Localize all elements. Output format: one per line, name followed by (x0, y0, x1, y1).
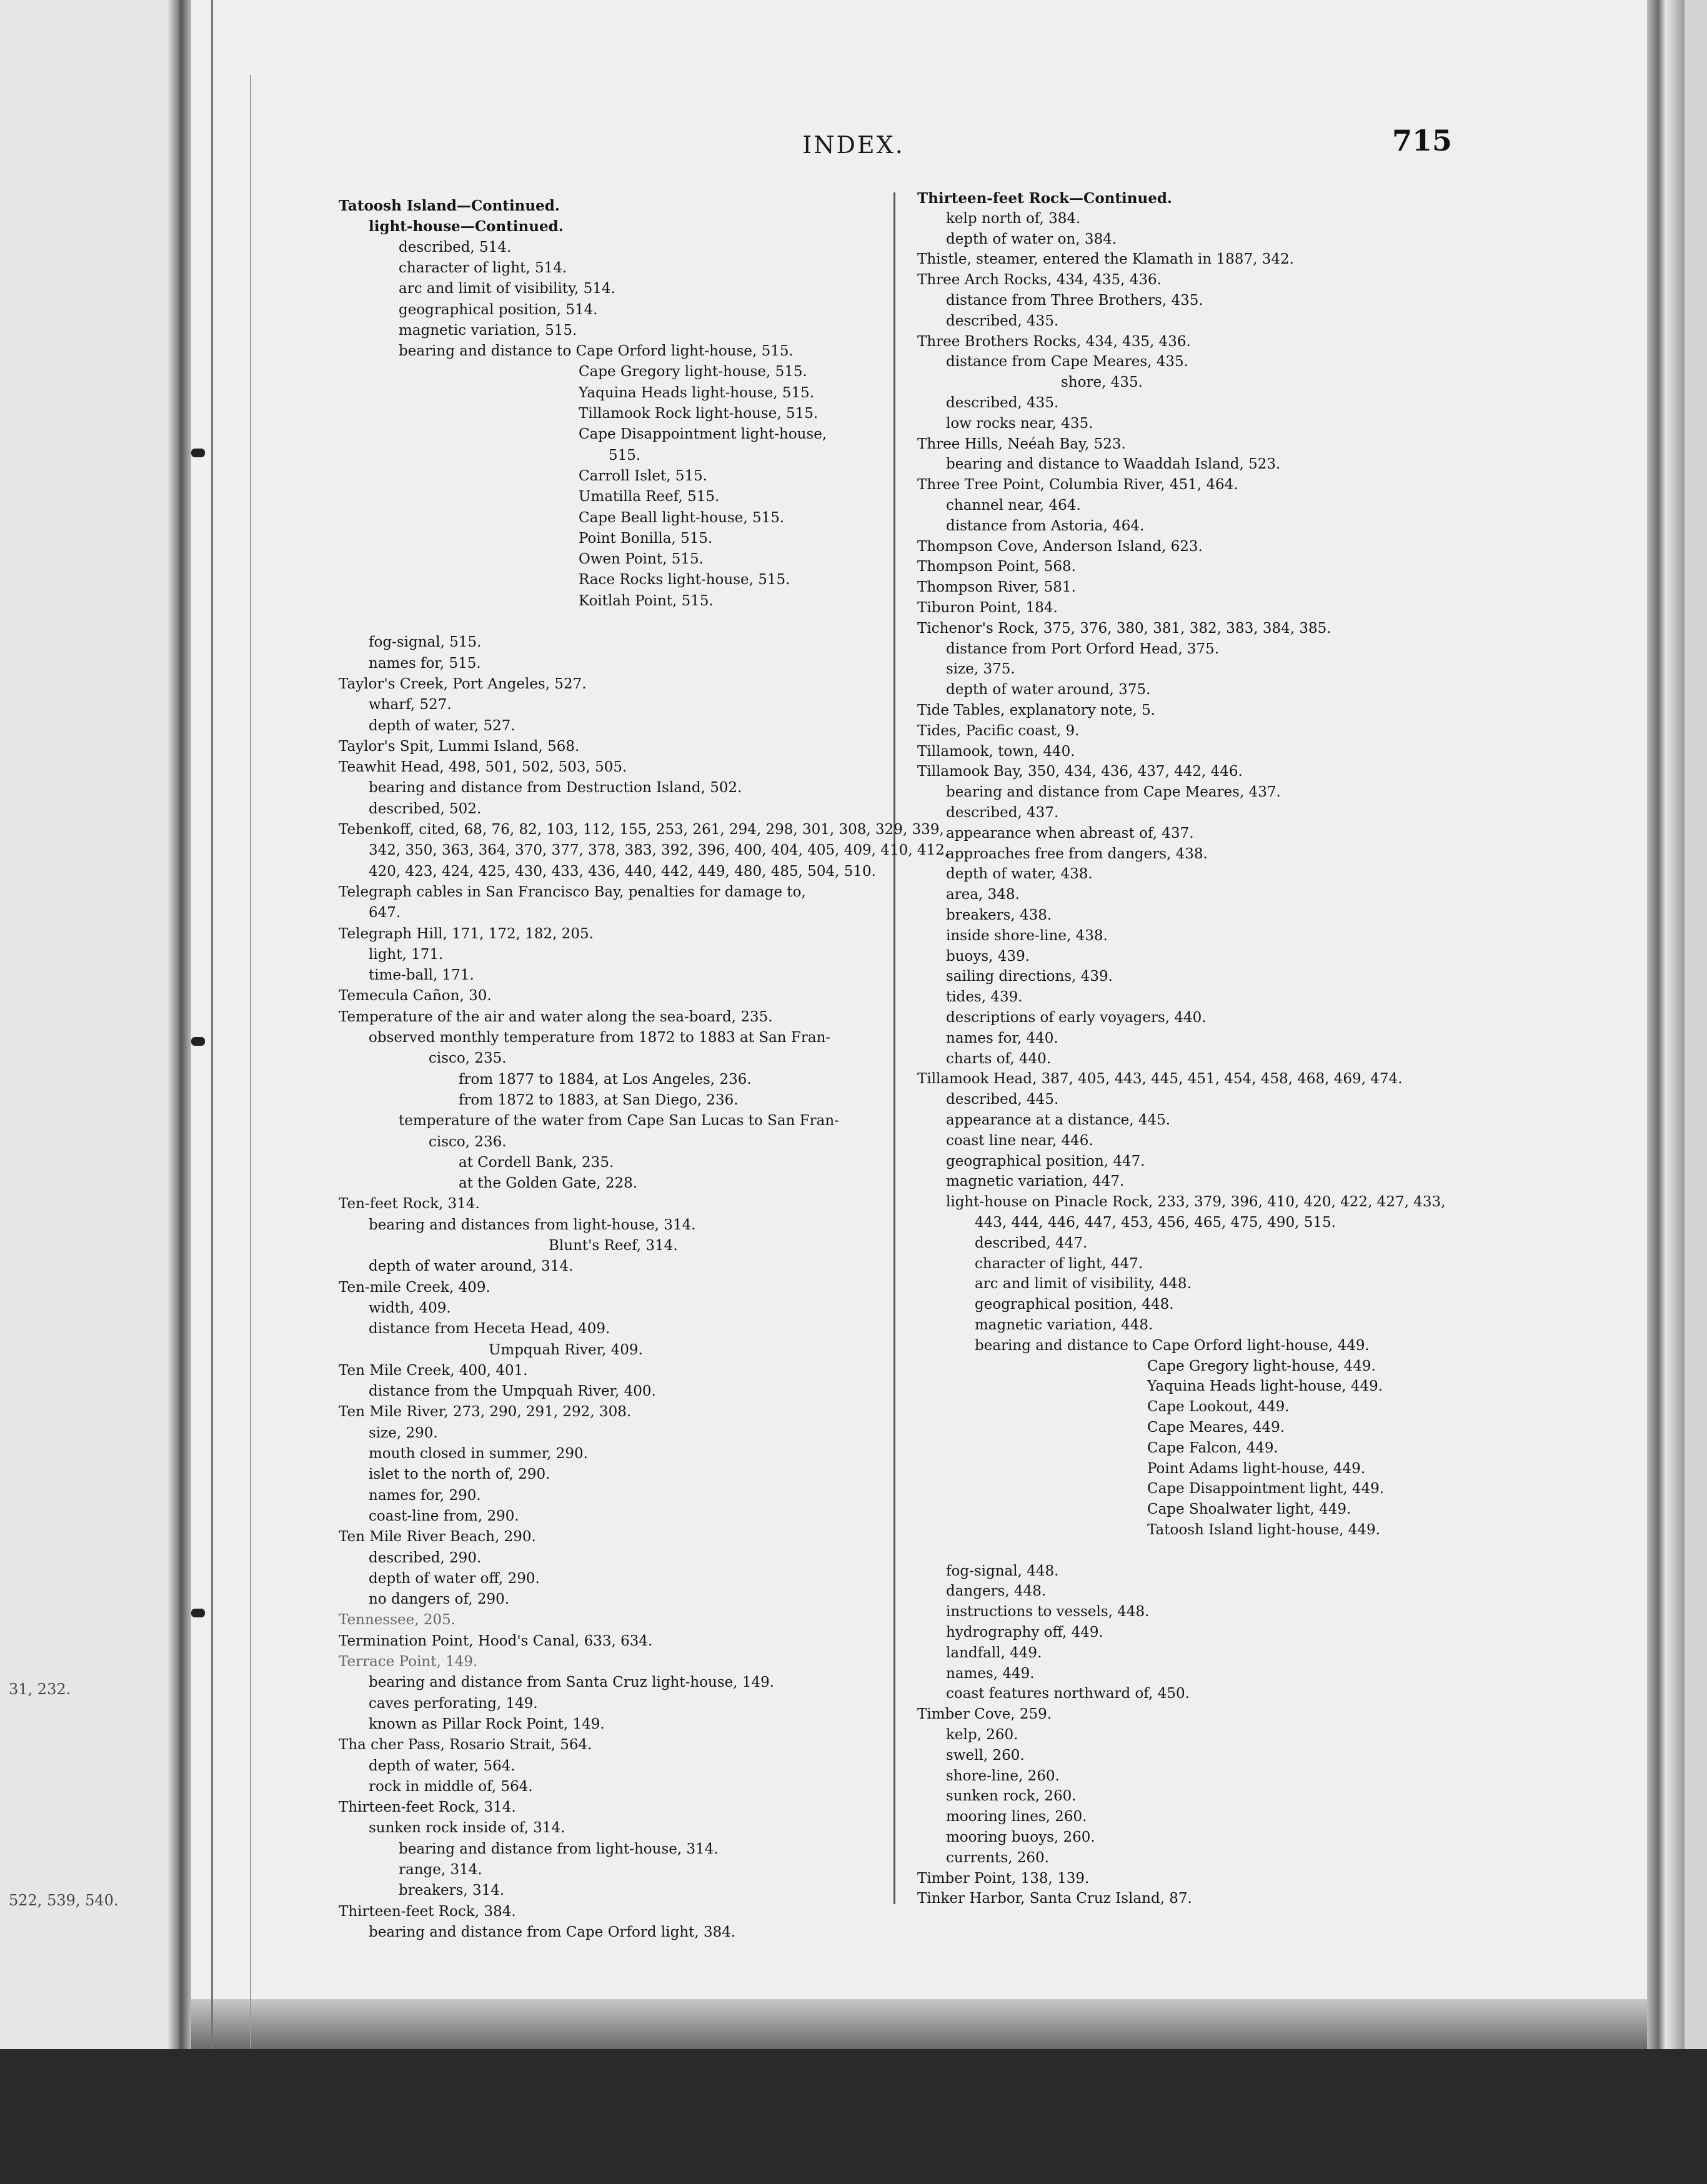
index-subentry: width, 409. (369, 1299, 451, 1316)
index-subentry: appearance at a distance, 445. (946, 1112, 1171, 1128)
index-subentry: distance from Three Brothers, 435. (946, 292, 1203, 309)
index-subentry: dangers, 448. (946, 1583, 1047, 1600)
index-subentry: light-house on Pinacle Rock, 233, 379, 396, 410, 420, 422, 427, 433, (946, 1194, 1446, 1211)
index-subentry: Yaquina Heads light-house, 515. (579, 384, 815, 401)
index-subentry: instructions to vessels, 448. (946, 1604, 1150, 1621)
index-subentry: 443, 444, 446, 447, 453, 456, 465, 475, 490, 515. (975, 1214, 1336, 1231)
index-subentry: size, 375. (946, 661, 1015, 678)
index-subentry: distance from the Umpquah River, 400. (369, 1383, 656, 1400)
index-subentry: cisco, 235. (429, 1050, 507, 1067)
index-subentry: depth of water, 564. (369, 1757, 515, 1774)
index-subentry: no dangers of, 290. (369, 1591, 510, 1608)
index-entry: Taylor's Spit, Lummi Island, 568. (339, 738, 580, 755)
index-subentry: Yaquina Heads light-house, 449. (1147, 1378, 1383, 1395)
index-subentry: mooring lines, 260. (946, 1809, 1087, 1825)
index-subentry: area, 348. (946, 886, 1020, 903)
index-entry: Three Brothers Rocks, 434, 435, 436. (917, 333, 1191, 350)
index-entry: Thirteen-feet Rock—Continued. (917, 190, 1172, 207)
index-subentry: wharf, 527. (369, 697, 452, 713)
index-subentry: bearing and distances from light-house, 314. (369, 1216, 696, 1233)
index-subentry: Carroll Islet, 515. (579, 467, 708, 484)
index-subentry: distance from Heceta Head, 409. (369, 1321, 610, 1338)
index-subentry: bearing and distance to Waaddah Island, 523. (946, 456, 1281, 473)
index-entry: Tiburon Point, 184. (917, 600, 1058, 616)
index-subentry: depth of water around, 375. (946, 682, 1151, 698)
index-subentry: magnetic variation, 515. (399, 322, 577, 339)
index-entry: Tha cher Pass, Rosario Strait, 564. (339, 1737, 592, 1754)
index-subentry: swell, 260. (946, 1747, 1025, 1764)
binding-shadow-line (250, 75, 251, 2049)
index-entry: Tide Tables, explanatory note, 5. (917, 702, 1156, 718)
index-subentry: channel near, 464. (946, 497, 1081, 514)
index-subentry: described, 290. (369, 1549, 482, 1566)
index-subentry: arc and limit of visibility, 514. (399, 280, 615, 297)
page-right-edge (1647, 0, 1685, 2184)
index-subentry: 420, 423, 424, 425, 430, 433, 436, 440, 442, 449, 480, 485, 504, 510. (369, 863, 876, 880)
index-subentry: from 1872 to 1883, at San Diego, 236. (459, 1091, 739, 1108)
index-subentry: geographical position, 447. (946, 1153, 1145, 1169)
previous-page-fragment: 31, 232. (9, 1680, 71, 1698)
index-subentry: mouth closed in summer, 290. (369, 1446, 588, 1462)
previous-page-fragment: 522, 539, 540. (9, 1892, 119, 1909)
index-entry: Thompson Point, 568. (917, 558, 1076, 575)
index-subentry: magnetic variation, 447. (946, 1173, 1125, 1190)
index-entry: Tides, Pacific coast, 9. (917, 722, 1080, 739)
index-subentry: breakers, 314. (399, 1882, 505, 1899)
index-subentry: kelp north of, 384. (946, 210, 1081, 227)
index-entry: Tillamook Bay, 350, 434, 436, 437, 442, 446. (917, 763, 1243, 780)
index-entry: Tebenkoff, cited, 68, 76, 82, 103, 112, 155, 253, 261, 294, 298, 301, 308, 329, 339, (339, 821, 944, 838)
index-entry: Three Hills, Neéah Bay, 523. (917, 435, 1126, 452)
index-subentry: described, 514. (399, 239, 512, 256)
index-subentry: Umatilla Reef, 515. (579, 489, 720, 505)
index-entry: Thistle, steamer, entered the Klamath in 1887, 342. (917, 251, 1294, 268)
binding-clip (191, 449, 205, 457)
index-subentry: appearance when abreast of, 437. (946, 825, 1194, 841)
index-subentry: Tatoosh Island light-house, 449. (1147, 1522, 1380, 1538)
index-subentry: time-ball, 171. (369, 967, 474, 984)
index-subentry: bearing and distance from light-house, 314. (399, 1840, 719, 1857)
index-subentry: buoys, 439. (946, 948, 1030, 965)
index-subentry: sunken rock, 260. (946, 1788, 1077, 1805)
index-subentry: sailing directions, 439. (946, 968, 1113, 985)
index-entry: Ten Mile River Beach, 290. (339, 1529, 536, 1546)
index-subentry: from 1877 to 1884, at Los Angeles, 236. (459, 1071, 752, 1088)
index-entry: Telegraph cables in San Francisco Bay, penalties for damage to, (339, 883, 806, 900)
index-entry: Ten Mile River, 273, 290, 291, 292, 308. (339, 1404, 632, 1421)
index-subentry: depth of water around, 314. (369, 1258, 574, 1275)
page-bottom-edge (191, 1999, 1647, 2049)
index-entry: Taylor's Creek, Port Angeles, 527. (339, 675, 587, 692)
index-subentry: Cape Disappointment light, 449. (1147, 1481, 1385, 1497)
index-entry: Telegraph Hill, 171, 172, 182, 205. (339, 925, 594, 942)
index-subentry: Point Bonilla, 515. (579, 530, 713, 547)
index-subentry: distance from Astoria, 464. (946, 517, 1145, 534)
index-subentry: Owen Point, 515. (579, 551, 704, 568)
index-subentry: 647. (369, 905, 401, 921)
index-subentry: charts of, 440. (946, 1050, 1052, 1067)
index-subentry: Cape Beall light-house, 515. (579, 509, 785, 526)
running-head: INDEX. (802, 131, 905, 159)
index-subentry: shore-line, 260. (946, 1767, 1060, 1784)
index-subentry: Tillamook Rock light-house, 515. (579, 405, 819, 422)
column-divider (893, 192, 895, 1904)
index-entry: Timber Point, 138, 139. (917, 1870, 1090, 1887)
index-subentry: Cape Falcon, 449. (1147, 1439, 1278, 1456)
index-subentry: distance from Port Orford Head, 375. (946, 640, 1220, 657)
index-subentry: cisco, 236. (429, 1133, 507, 1150)
index-subentry: bearing and distance from Destruction Island, 502. (369, 780, 742, 797)
index-subentry: fog-signal, 515. (369, 634, 482, 651)
index-subentry: range, 314. (399, 1862, 482, 1878)
index-subentry: known as Pillar Rock Point, 149. (369, 1715, 605, 1732)
index-subentry: names for, 515. (369, 655, 481, 672)
index-subentry: Cape Disappointment light-house, (579, 426, 827, 443)
index-subentry: bearing and distance from Santa Cruz light-house, 149. (369, 1674, 775, 1691)
index-subentry: islet to the north of, 290. (369, 1466, 550, 1483)
index-entry: Temecula Cañon, 30. (339, 988, 492, 1005)
index-subentry: names for, 440. (946, 1030, 1058, 1046)
index-entry: Ten-mile Creek, 409. (339, 1279, 490, 1296)
index-subentry: sunken rock inside of, 314. (369, 1820, 565, 1837)
index-subentry: depth of water, 527. (369, 717, 515, 734)
index-subentry: described, 435. (946, 312, 1059, 329)
index-subentry: described, 435. (946, 395, 1059, 411)
index-subentry: bearing and distance to Cape Orford light-house, 449. (975, 1337, 1370, 1354)
index-subentry: Cape Gregory light-house, 449. (1147, 1358, 1376, 1374)
index-subentry: described, 445. (946, 1091, 1059, 1108)
index-subentry: Koitlah Point, 515. (579, 592, 714, 609)
index-subentry: Umpquah River, 409. (489, 1341, 643, 1358)
index-subentry: Cape Gregory light-house, 515. (579, 364, 807, 380)
index-entry: Temperature of the air and water along the sea-board, 235. (339, 1008, 773, 1025)
index-subentry: Point Adams light-house, 449. (1147, 1460, 1366, 1477)
index-subentry: bearing and distance from Cape Orford light, 384. (369, 1923, 736, 1940)
index-entry: Tennessee, 205. (339, 1612, 456, 1629)
index-subentry: fog-signal, 448. (946, 1562, 1059, 1579)
index-entry: Tillamook Head, 387, 405, 443, 445, 451, 454, 458, 468, 469, 474. (917, 1071, 1403, 1088)
index-entry: Ten-feet Rock, 314. (339, 1196, 480, 1213)
index-subentry: light, 171. (369, 946, 444, 963)
index-subentry: currents, 260. (946, 1849, 1049, 1866)
index-subentry: depth of water off, 290. (369, 1570, 540, 1587)
index-entry: Tichenor's Rock, 375, 376, 380, 381, 382, 383, 384, 385. (917, 620, 1331, 637)
index-subentry: tides, 439. (946, 989, 1023, 1006)
binding-line (211, 0, 213, 2049)
index-entry: Thompson Cove, Anderson Island, 623. (917, 538, 1203, 555)
index-subentry: Cape Shoalwater light, 449. (1147, 1501, 1351, 1518)
index-subentry: described, 502. (369, 800, 482, 817)
index-entry: Terrace Point, 149. (339, 1654, 478, 1670)
index-subentry: caves perforating, 149. (369, 1695, 538, 1712)
index-subentry: descriptions of early voyagers, 440. (946, 1010, 1207, 1026)
binding-clip (191, 1037, 205, 1046)
index-subentry: described, 447. (975, 1234, 1088, 1251)
index-subentry: Blunt's Reef, 314. (549, 1238, 678, 1254)
index-entry: Thompson River, 581. (917, 579, 1076, 596)
index-subentry: Cape Meares, 449. (1147, 1419, 1285, 1436)
index-subentry: Race Rocks light-house, 515. (579, 572, 790, 588)
index-subentry: bearing and distance to Cape Orford light-house, 515. (399, 343, 794, 360)
index-subentry: light-house—Continued. (369, 218, 564, 236)
index-subentry: character of light, 447. (975, 1255, 1143, 1272)
index-entry: Timber Cove, 259. (917, 1706, 1052, 1723)
index-subentry: Cape Lookout, 449. (1147, 1399, 1290, 1416)
index-subentry: temperature of the water from Cape San Lucas to San Fran- (399, 1113, 839, 1129)
index-subentry: names, 449. (946, 1665, 1035, 1682)
index-subentry: low rocks near, 435. (946, 415, 1093, 432)
index-subentry: depth of water on, 384. (946, 231, 1117, 247)
index-entry: Ten Mile Creek, 400, 401. (339, 1362, 528, 1379)
index-subentry: at the Golden Gate, 228. (459, 1175, 638, 1192)
index-subentry: breakers, 438. (946, 907, 1052, 923)
index-subentry: rock in middle of, 564. (369, 1778, 533, 1795)
index-entry: Three Arch Rocks, 434, 435, 436. (917, 272, 1162, 289)
page-number: 715 (1392, 124, 1453, 157)
binding-clip (191, 1609, 205, 1617)
index-subentry: landfall, 449. (946, 1644, 1042, 1661)
index-entry: Tillamook, town, 440. (917, 743, 1075, 760)
index-subentry: kelp, 260. (946, 1727, 1018, 1743)
index-subentry: magnetic variation, 448. (975, 1317, 1153, 1333)
index-entry: Three Tree Point, Columbia River, 451, 464. (917, 477, 1238, 494)
index-subentry: mooring buoys, 260. (946, 1829, 1095, 1845)
book-gutter (167, 0, 192, 2184)
scanner-bed (0, 2049, 1707, 2184)
index-subentry: bearing and distance from Cape Meares, 437. (946, 784, 1281, 801)
index-entry: Thirteen-feet Rock, 384. (339, 1903, 516, 1920)
index-entry: Thirteen-feet Rock, 314. (339, 1799, 516, 1816)
index-subentry: inside shore-line, 438. (946, 927, 1108, 944)
index-subentry: geographical position, 448. (975, 1296, 1174, 1313)
index-subentry: coast line near, 446. (946, 1132, 1093, 1149)
index-entry: Teawhit Head, 498, 501, 502, 503, 505. (339, 759, 627, 776)
index-subentry: distance from Cape Meares, 435. (946, 354, 1189, 370)
index-subentry: names for, 290. (369, 1487, 481, 1504)
index-subentry: character of light, 514. (399, 259, 567, 276)
index-subentry: depth of water, 438. (946, 866, 1093, 883)
index-entry: Tatoosh Island—Continued. (339, 197, 560, 214)
index-subentry: geographical position, 514. (399, 301, 598, 318)
index-subentry: coast-line from, 290. (369, 1507, 519, 1524)
index-subentry: shore, 435. (1061, 374, 1143, 391)
index-subentry: coast features northward of, 450. (946, 1685, 1190, 1702)
index-subentry: 515. (609, 447, 641, 464)
previous-page-edge (0, 0, 187, 2184)
index-subentry: 342, 350, 363, 364, 370, 377, 378, 383, 392, 396, 400, 404, 405, 409, 410, 412, (369, 842, 950, 859)
index-subentry: at Cordell Bank, 235. (459, 1154, 614, 1171)
index-subentry: hydrography off, 449. (946, 1624, 1103, 1640)
index-subentry: size, 290. (369, 1424, 438, 1441)
index-subentry: arc and limit of visibility, 448. (975, 1276, 1192, 1293)
index-entry: Tinker Harbor, Santa Cruz Island, 87. (917, 1890, 1192, 1907)
index-subentry: observed monthly temperature from 1872 to 1883 at San Fran- (369, 1030, 831, 1046)
index-subentry: described, 437. (946, 805, 1059, 821)
index-entry: Termination Point, Hood's Canal, 633, 634. (339, 1632, 653, 1649)
index-subentry: approaches free from dangers, 438. (946, 845, 1208, 862)
